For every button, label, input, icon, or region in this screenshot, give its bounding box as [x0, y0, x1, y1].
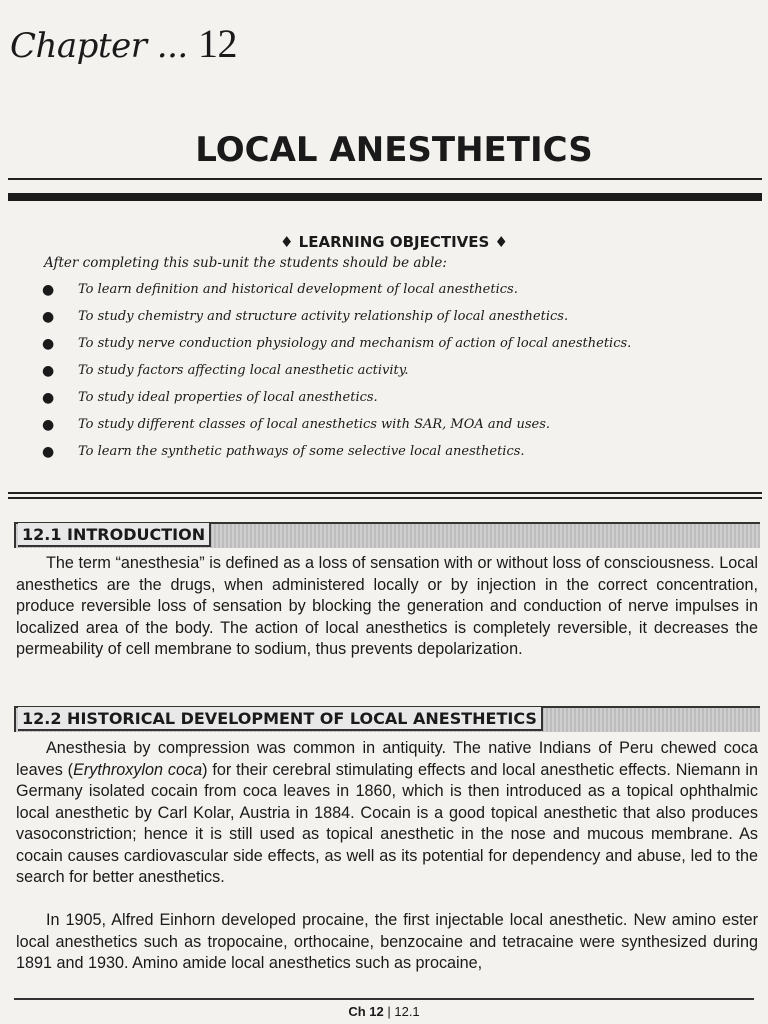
- footer-rule: [14, 998, 754, 1000]
- species-name: Erythroxylon coca: [73, 760, 203, 779]
- bullet-icon: ●: [42, 444, 55, 460]
- objectives-list: [40, 280, 728, 469]
- bullet-icon: ●: [42, 309, 55, 325]
- section-title-history: 12.2 HISTORICAL DEVELOPMENT OF LOCAL ANESTHETICS: [18, 707, 543, 731]
- footer-chapter: Ch 12: [348, 1004, 384, 1019]
- page-number: 12.1: [394, 1004, 420, 1019]
- list-item: ● To study ideal properties of local anesthetics.: [42, 390, 378, 406]
- learning-objectives-heading: ♦ LEARNING OBJECTIVES ♦: [279, 233, 509, 251]
- title-rule-thick: [8, 193, 762, 201]
- page-title: LOCAL ANESTHETICS: [195, 130, 593, 170]
- bullet-icon: ●: [42, 282, 55, 298]
- section-title-introduction: 12.1 INTRODUCTION: [18, 523, 211, 547]
- title-rule-thin: [8, 178, 762, 180]
- bullet-icon: ●: [42, 336, 55, 352]
- list-item: ● To study chemistry and structure activity relationship of local anesthetics.: [42, 309, 569, 325]
- objectives-rule-bottom: [8, 497, 762, 499]
- list-item: ● To study factors affecting local anesthetic activity.: [42, 363, 409, 379]
- list-item: ● To learn the synthetic pathways of some selective local anesthetics.: [42, 444, 525, 460]
- history-paragraph-1: Anesthesia by compression was common in antiquity. The native Indians of Peru chewed coca leaves (Erythroxylon coca) for their cerebral stimulating effects and local anesthetic effects. Niemann in Germany isolated cocain from coca leaves in 1860, which is then introduced as a topical ophthalmic local anesthetic by Carl Kolar, Austria in 1884. Cocain is a good topical anesthetic that also produces vasoconstriction; hence it is still used as topical anesthetic in the nose and mucous membrane. As cocain causes cardiovascular side effects, as well as its potential for dependency and abuse, led to the search for better anesthetics.: [16, 739, 759, 886]
- footer-separator: |: [387, 1004, 391, 1019]
- bullet-icon: ●: [42, 363, 55, 379]
- list-item: ● To learn definition and historical development of local anesthetics.: [42, 282, 518, 298]
- history-paragraph-2: In 1905, Alfred Einhorn developed procaine, the first injectable local anesthetic. New amino ester local anesthetics such as tropocaine, orthocaine, benzocaine and tetracaine were synthesized during 1891 and 1930. Amino amide local anesthetics such as procaine,: [16, 911, 758, 972]
- learning-objectives-intro: After completing this sub-unit the students should be able:: [44, 255, 447, 271]
- list-item: ● To study nerve conduction physiology and mechanism of action of local anesthetics.: [42, 336, 632, 352]
- chapter-number: 12: [198, 21, 238, 66]
- introduction-paragraph: The term “anesthesia” is defined as a loss of sensation with or without loss of consciousness. Local anesthetics are the drugs, when administered locally or by injection in the correct concentration, produce reversible loss of sensation by blocking the generation and conduction of nerve impulses in localized area of the body. The action of local anesthetics is completely reversible, it decreases the permeability of cell membrane to sodium, thus prevents depolarization.: [16, 554, 758, 658]
- bullet-icon: ●: [42, 390, 55, 406]
- list-item: ● To study different classes of local anesthetics with SAR, MOA and uses.: [42, 417, 551, 433]
- objectives-rule-top: [8, 492, 762, 494]
- page-footer: [0, 1004, 768, 1019]
- chapter-label: Chapter ...: [10, 26, 188, 66]
- bullet-icon: ●: [42, 417, 55, 433]
- chapter-heading: [10, 20, 237, 67]
